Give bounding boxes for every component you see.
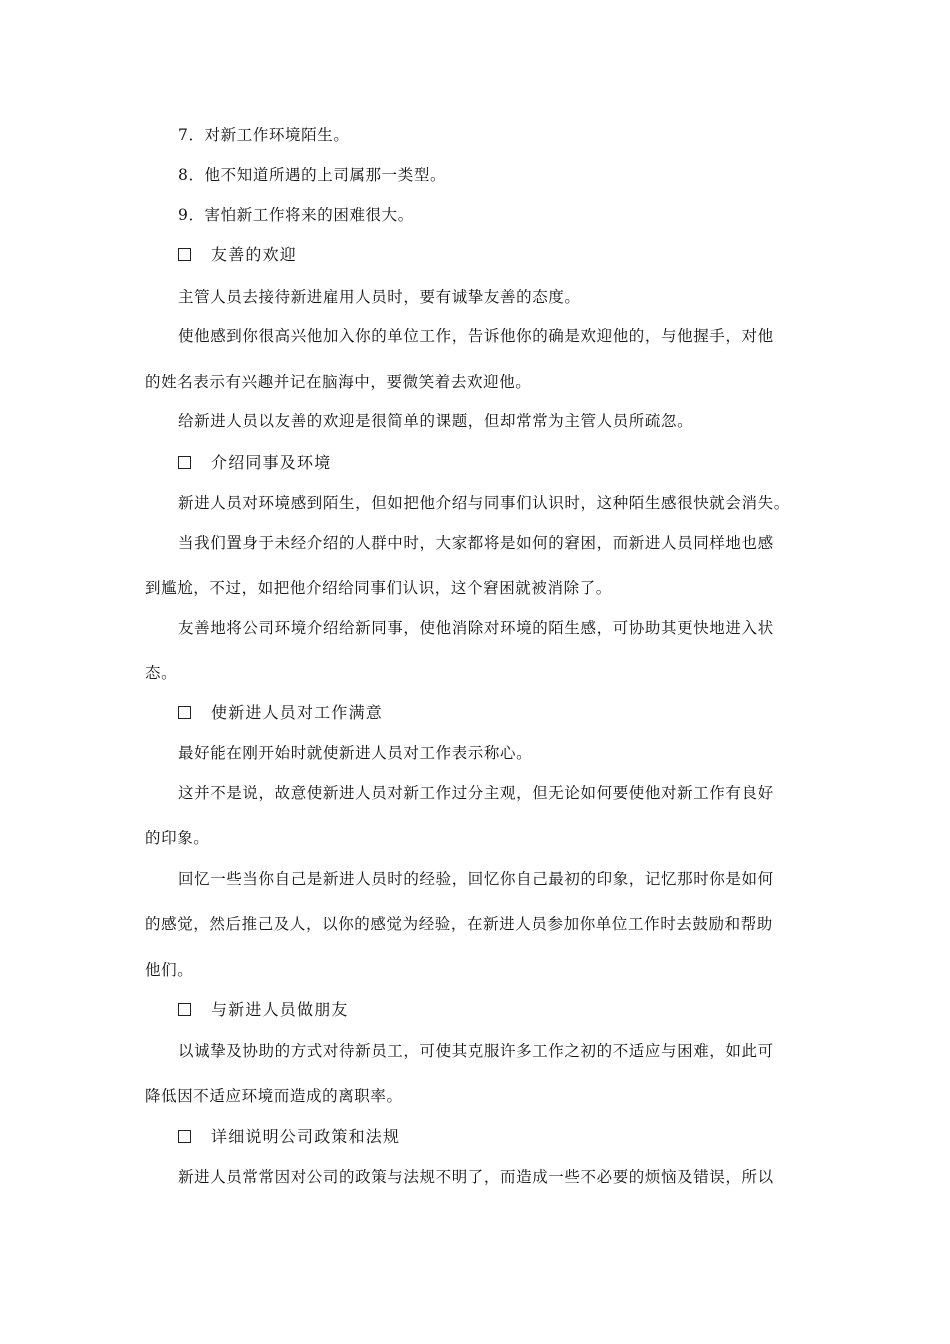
section-heading-introduce	[178, 453, 331, 473]
paragraph-line: 的感觉，然后推己及人，以你的感觉为经验，在新进人员参加你单位工作时去鼓励和帮助	[145, 915, 773, 933]
section-heading-welcome	[178, 245, 297, 265]
paragraph-line: 新进人员常常因对公司的政策与法规不明了，而造成一些不必要的烦恼及错误，所以	[178, 1168, 774, 1186]
checkbox-square-icon	[178, 248, 191, 261]
paragraph-line: 这并不是说，故意使新进人员对新工作过分主观，但无论如何要使他对新工作有良好	[178, 784, 774, 802]
section-heading-satisfaction	[178, 703, 383, 723]
checkbox-square-icon	[178, 706, 191, 719]
paragraph-line: 态。	[145, 664, 178, 682]
paragraph-line: 的印象。	[145, 829, 210, 847]
section-heading-text: 详细说明公司政策和法规	[211, 1127, 401, 1146]
paragraph-line: 降低因不适应环境而造成的离职率。	[145, 1087, 403, 1105]
paragraph-line: 友善地将公司环境介绍给新同事，使他消除对环境的陌生感，可协助其更快地进入状	[178, 619, 774, 637]
paragraph-line: 的姓名表示有兴趣并记在脑海中，要微笑着去欢迎他。	[145, 373, 532, 391]
section-heading-policy	[178, 1127, 400, 1147]
paragraph-line: 主管人员去接待新进雇用人员时，要有诚挚友善的态度。	[178, 288, 581, 306]
list-item-8: 8．他不知道所遇的上司属那一类型。	[178, 166, 447, 184]
list-item-7: 7．对新工作环境陌生。	[178, 126, 350, 144]
checkbox-square-icon	[178, 456, 191, 469]
paragraph-line: 最好能在刚开始时就使新进人员对工作表示称心。	[178, 744, 533, 762]
checkbox-square-icon	[178, 1130, 191, 1143]
paragraph-line: 使他感到你很高兴他加入你的单位工作，告诉他你的确是欢迎他的，与他握手，对他	[178, 327, 774, 345]
checkbox-square-icon	[178, 1003, 191, 1016]
paragraph-line: 新进人员对环境感到陌生，但如把他介绍与同事们认识时，这种陌生感很快就会消失。	[178, 494, 790, 512]
paragraph-line: 他们。	[145, 961, 194, 979]
paragraph-line: 到尴尬，不过，如把他介绍给同事们认识，这个窘困就被消除了。	[145, 579, 612, 597]
section-heading-text: 使新进人员对工作满意	[211, 703, 384, 722]
paragraph-line: 给新进人员以友善的欢迎是很简单的课题，但却常常为主管人员所疏忽。	[178, 412, 694, 430]
section-heading-friends	[178, 1000, 349, 1020]
section-heading-text: 友善的欢迎	[211, 245, 298, 264]
paragraph-line: 以诚挚及协助的方式对待新员工，可使其克服许多工作之初的不适应与困难，如此可	[178, 1042, 774, 1060]
paragraph-line: 回忆一些当你自己是新进人员时的经验，回忆你自己最初的印象，记忆那时你是如何	[178, 870, 774, 888]
list-item-9: 9．害怕新工作将来的困难很大。	[178, 206, 414, 224]
section-heading-text: 与新进人员做朋友	[211, 1000, 349, 1019]
section-heading-text: 介绍同事及环境	[211, 453, 332, 472]
paragraph-line: 当我们置身于未经介绍的人群中时，大家都将是如何的窘困，而新进人员同样地也感	[178, 534, 774, 552]
